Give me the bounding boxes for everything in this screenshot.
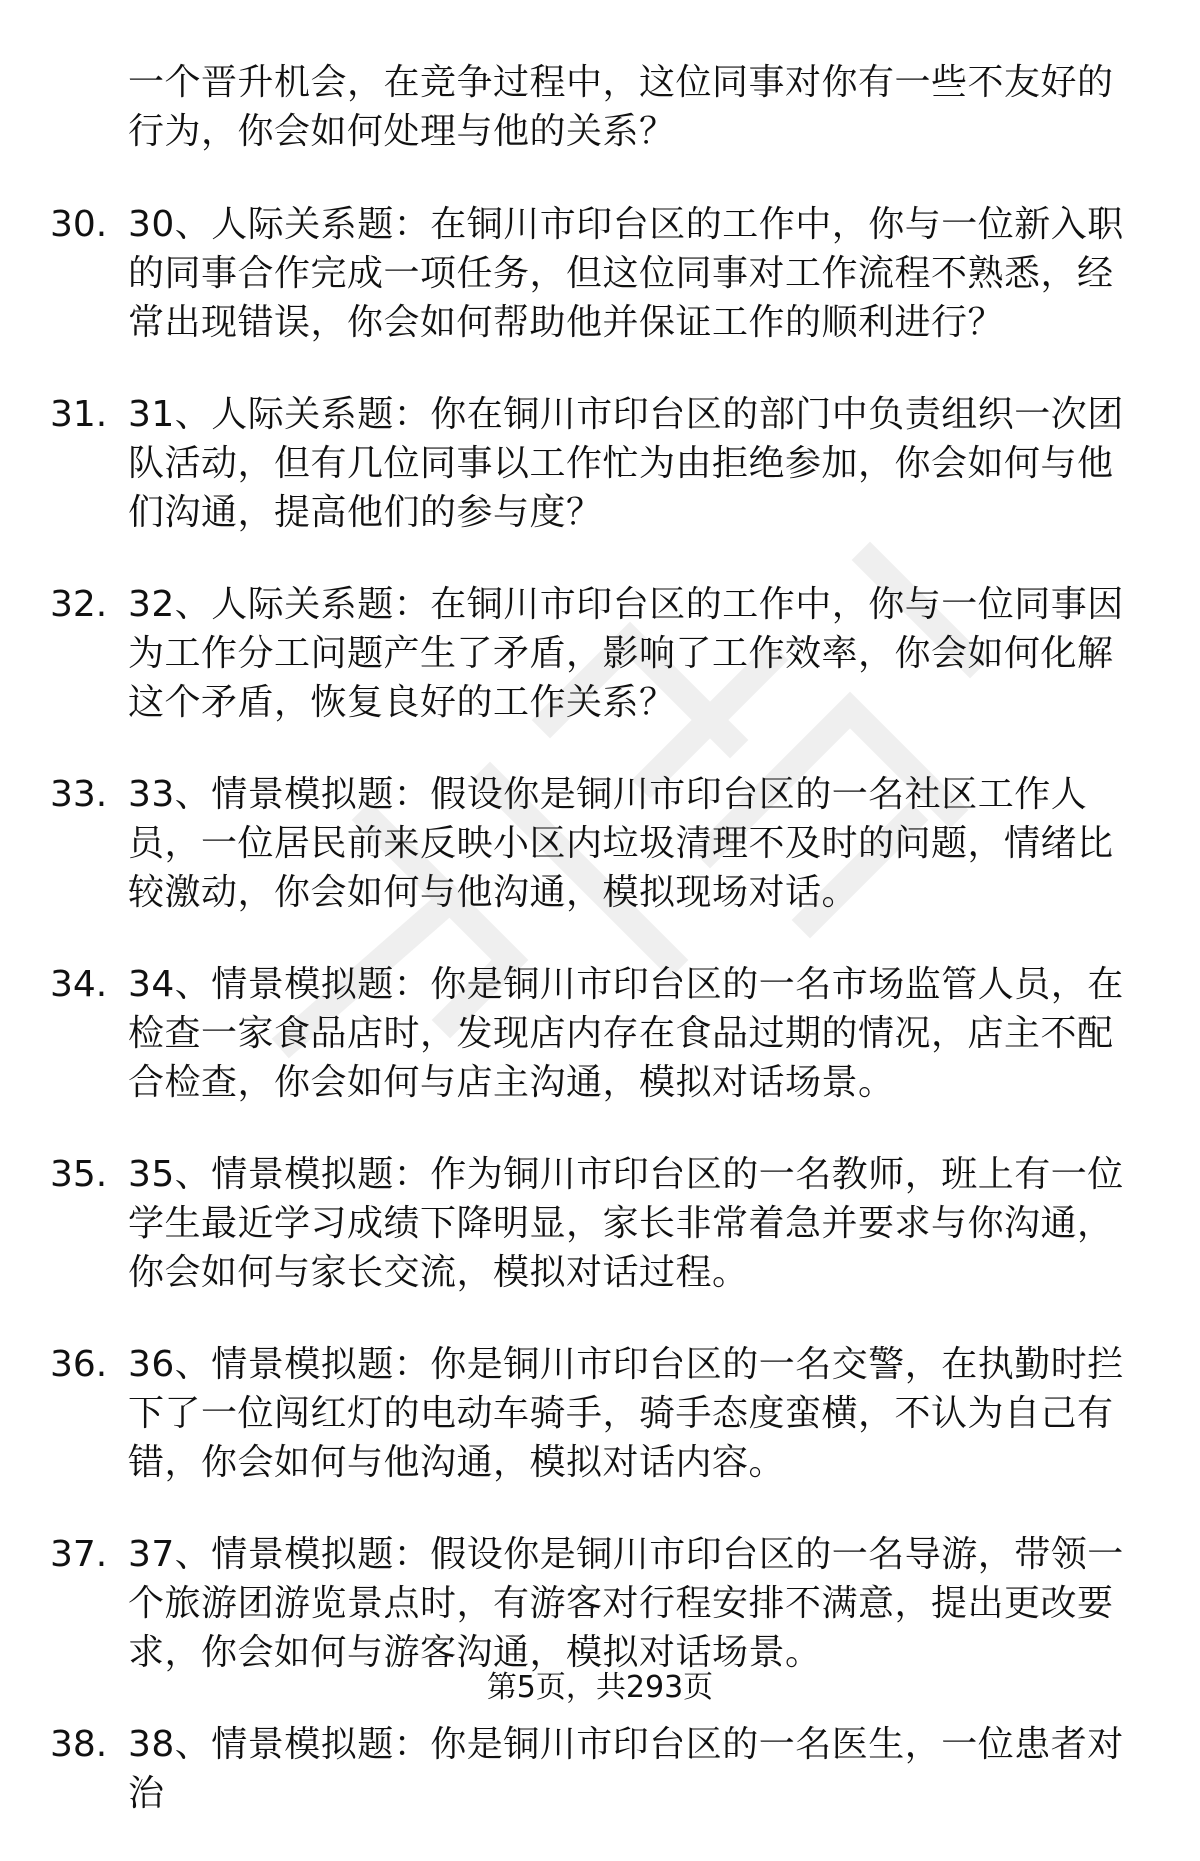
- question-number: 30.: [50, 204, 108, 245]
- list-item: [50, 1150, 1150, 1297]
- question-number: 31.: [50, 394, 108, 435]
- question-text: 34、情景模拟题：你是铜川市印台区的一名市场监管人员，在检查一家食品店时，发现店内存在食品过期的情况，店主不配合检查，你会如何与店主沟通，模拟对话场景。: [128, 964, 1124, 1103]
- question-text: 35、情景模拟题：作为铜川市印台区的一名教师，班上有一位学生最近学习成绩下降明显，家长非常着急并要求与你沟通，你会如何与家长交流，模拟对话过程。: [128, 1154, 1124, 1293]
- question-number: 34.: [50, 964, 108, 1005]
- list-item: [50, 1340, 1150, 1487]
- list-item: [50, 580, 1150, 727]
- question-text: 36、情景模拟题：你是铜川市印台区的一名交警，在执勤时拦下了一位闯红灯的电动车骑手，骑手态度蛮横，不认为自己有错，你会如何与他沟通，模拟对话内容。: [128, 1344, 1124, 1483]
- question-text: 31、人际关系题：你在铜川市印台区的部门中负责组织一次团队活动，但有几位同事以工作忙为由拒绝参加，你会如何与他们沟通，提高他们的参与度？: [128, 394, 1124, 533]
- question-number: 37.: [50, 1534, 108, 1575]
- list-item: [50, 390, 1150, 537]
- list-item: [50, 770, 1150, 917]
- question-text: 38、情景模拟题：你是铜川市印台区的一名医生，一位患者对治: [128, 1724, 1124, 1814]
- question-text: 32、人际关系题：在铜川市印台区的工作中，你与一位同事因为工作分工问题产生了矛盾，影响了工作效率，你会如何化解这个矛盾，恢复良好的工作关系？: [128, 584, 1124, 723]
- list-item: [50, 1720, 1150, 1818]
- question-continuation: 一个晋升机会，在竞争过程中，这位同事对你有一些不友好的行为，你会如何处理与他的关系？: [128, 62, 1114, 152]
- list-item: [50, 200, 1150, 347]
- question-text: 33、情景模拟题：假设你是铜川市印台区的一名社区工作人员，一位居民前来反映小区内垃圾清理不及时的问题，情绪比较激动，你会如何与他沟通，模拟现场对话。: [128, 774, 1114, 913]
- question-list: [50, 200, 1150, 1818]
- question-number: 33.: [50, 774, 108, 815]
- page-footer: 第5页，共293页: [486, 1670, 714, 1705]
- question-number: 38.: [50, 1724, 108, 1765]
- document-content: [50, 58, 1150, 1861]
- question-text: 37、情景模拟题：假设你是铜川市印台区的一名导游，带领一个旅游团游览景点时，有游客对行程安排不满意，提出更改要求，你会如何与游客沟通，模拟对话场景。: [128, 1534, 1124, 1673]
- list-item: [50, 960, 1150, 1107]
- list-item: [50, 1530, 1150, 1677]
- question-number: 32.: [50, 584, 108, 625]
- question-number: 36.: [50, 1344, 108, 1385]
- question-number: 35.: [50, 1154, 108, 1195]
- question-text: 30、人际关系题：在铜川市印台区的工作中，你与一位新入职的同事合作完成一项任务，但这位同事对工作流程不熟悉，经常出现错误，你会如何帮助他并保证工作的顺利进行？: [128, 204, 1124, 343]
